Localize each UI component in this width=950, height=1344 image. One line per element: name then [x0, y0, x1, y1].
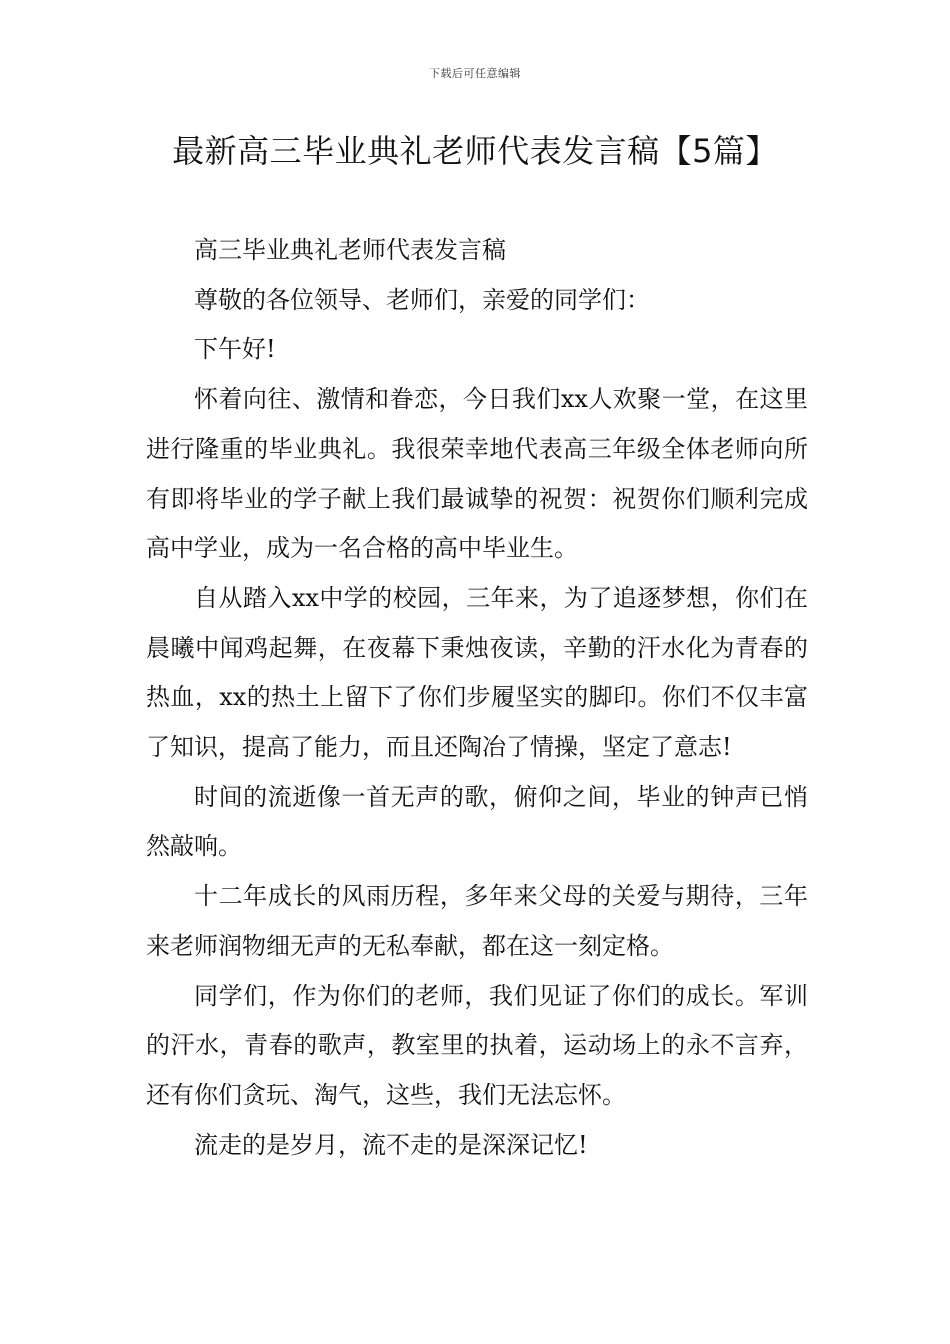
- document-body: [146, 226, 808, 1170]
- body-paragraph: 时间的流逝像一首无声的歌，俯仰之间，毕业的钟声已悄然敲响。: [146, 782, 808, 861]
- body-paragraph: 同学们，作为你们的老师，我们见证了你们的成长。军训的汗水，青春的歌声，教室里的执着，运动场上的永不言弃，还有你们贪玩、淘气，这些，我们无法忘怀。: [146, 981, 808, 1109]
- header-note: 下载后可任意编辑: [429, 67, 521, 80]
- document-title: 最新高三毕业典礼老师代表发言稿【5篇】: [172, 132, 778, 170]
- section-heading: 高三毕业典礼老师代表发言稿: [194, 236, 506, 264]
- body-paragraph: 自从踏入xx中学的校园，三年来，为了追逐梦想，你们在晨曦中闻鸡起舞，在夜幕下秉烛夜读，辛勤的汗水化为青春的热血，xx的热土上留下了你们步履坚实的脚印。你们不仅丰富了知识，提高了能力，而且还陶冶了情操，坚定了意志!: [146, 583, 808, 762]
- body-paragraph: 怀着向往、激情和眷恋，今日我们xx人欢聚一堂，在这里进行隆重的毕业典礼。我很荣幸地代表高三年级全体老师向所有即将毕业的学子献上我们最诚挚的祝贺：祝贺你们顺利完成高中学业，成为一名合格的高中毕业生。: [146, 385, 808, 563]
- body-paragraph: 流走的是岁月，流不走的是深深记忆!: [194, 1130, 588, 1159]
- body-paragraph: 十二年成长的风雨历程，多年来父母的关爱与期待，三年来老师润物细无声的无私奉献，都在这一刻定格。: [146, 882, 808, 960]
- salutation: 尊敬的各位领导、老师们，亲爱的同学们：: [194, 285, 650, 314]
- greeting: 下午好!: [194, 335, 276, 364]
